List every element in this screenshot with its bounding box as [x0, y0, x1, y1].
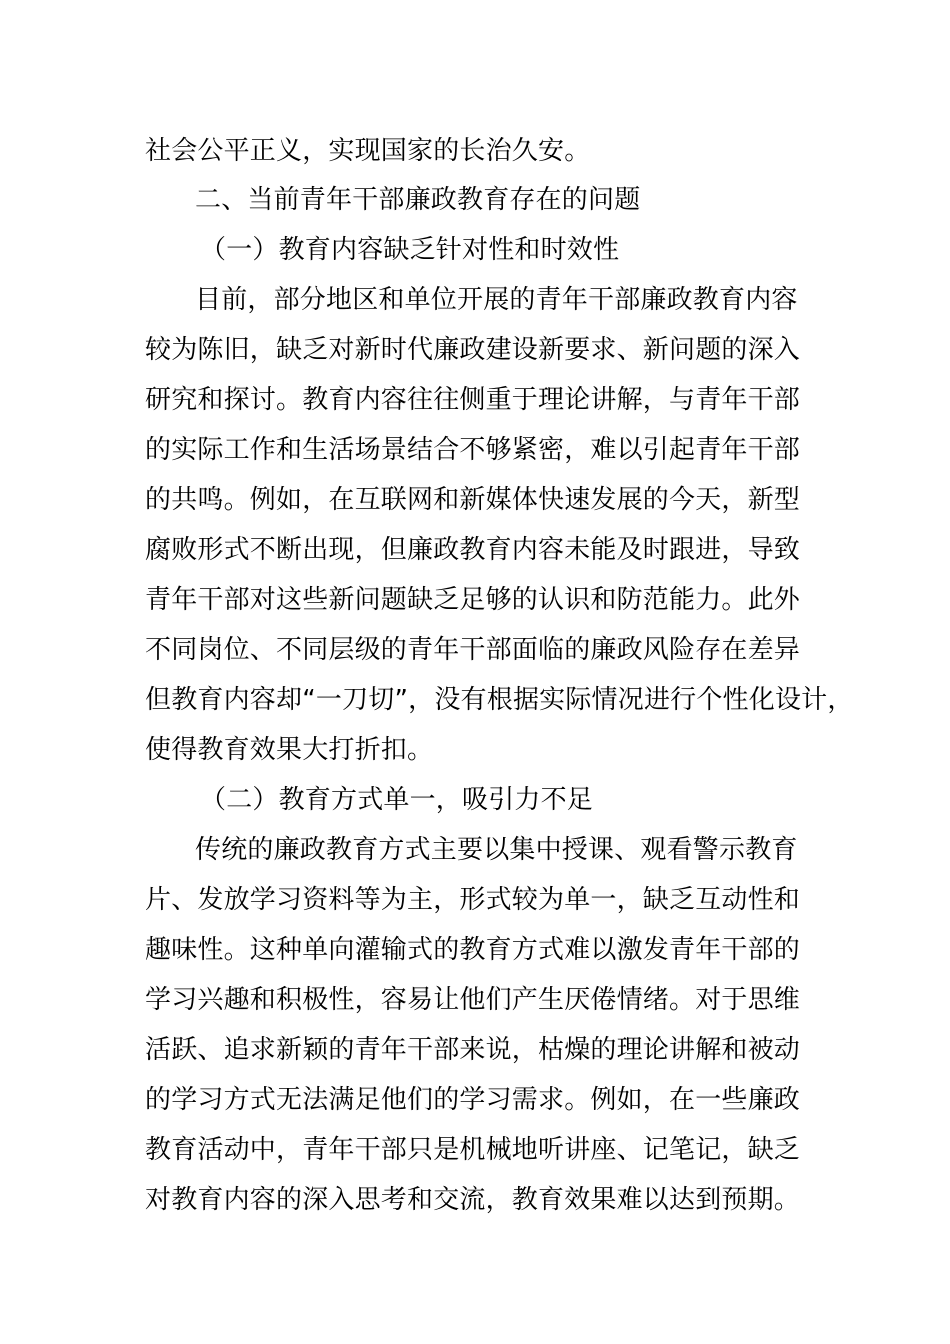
paragraph-line: 目前，部分地区和单位开展的青年干部廉政教育内容: [195, 285, 798, 315]
paragraph-line: 的学习方式无法满足他们的学习需求。例如，在一些廉政: [145, 1085, 801, 1115]
paragraph-line: 青年干部对这些新问题缺乏足够的认识和防范能力。此外: [145, 585, 801, 615]
paragraph-line: 使得教育效果大打折扣。: [145, 735, 434, 765]
paragraph-line: 活跃、追求新颖的青年干部来说，枯燥的理论讲解和被动: [145, 1035, 801, 1065]
paragraph-line: 但教育内容却“一刀切”，没有根据实际情况进行个性化设计，: [145, 685, 854, 715]
subsection-heading: （一）教育内容缺乏针对性和时效性: [200, 235, 620, 265]
paragraph-line: 趣味性。这种单向灌输式的教育方式难以激发青年干部的: [145, 935, 801, 965]
subsection-heading: （二）教育方式单一，吸引力不足: [200, 785, 594, 815]
paragraph-line: 较为陈旧，缺乏对新时代廉政建设新要求、新问题的深入: [145, 335, 801, 365]
paragraph-line: 对教育内容的深入思考和交流，教育效果难以达到预期。: [145, 1185, 801, 1215]
paragraph-line: 社会公平正义，实现国家的长治久安。: [145, 136, 591, 166]
paragraph-line: 学习兴趣和积极性，容易让他们产生厌倦情绪。对于思维: [145, 985, 801, 1015]
paragraph-line: 研究和探讨。教育内容往往侧重于理论讲解，与青年干部: [145, 385, 801, 415]
paragraph-line: 的实际工作和生活场景结合不够紧密，难以引起青年干部: [145, 435, 801, 465]
paragraph-line: 传统的廉政教育方式主要以集中授课、观看警示教育: [195, 835, 798, 865]
section-heading: 二、当前青年干部廉政教育存在的问题: [195, 185, 641, 215]
paragraph-line: 片、发放学习资料等为主，形式较为单一，缺乏互动性和: [145, 885, 801, 915]
paragraph-line: 的共鸣。例如，在互联网和新媒体快速发展的今天，新型: [145, 485, 801, 515]
paragraph-line: 不同岗位、不同层级的青年干部面临的廉政风险存在差异: [145, 635, 801, 665]
paragraph-line: 教育活动中，青年干部只是机械地听讲座、记笔记，缺乏: [145, 1135, 801, 1165]
paragraph-line: 腐败形式不断出现，但廉政教育内容未能及时跟进，导致: [145, 535, 801, 565]
